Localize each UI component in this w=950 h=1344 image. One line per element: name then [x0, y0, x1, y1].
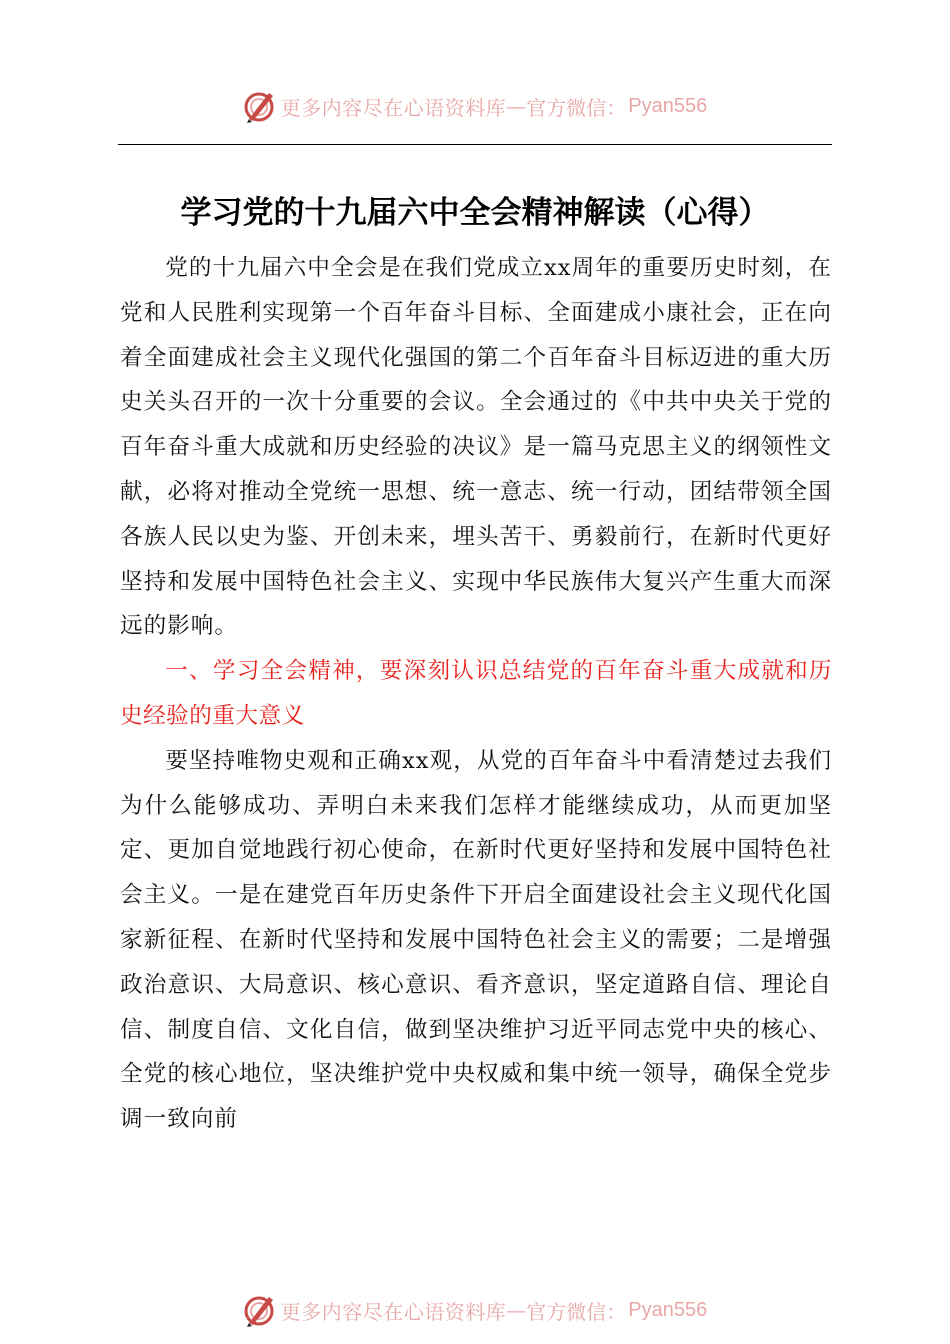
watermark-wechat-label: 官方微信：: [526, 1299, 627, 1324]
watermark-text: 更多内容尽在心语资料库: [280, 95, 507, 120]
section-paragraph: 要坚持唯物史观和正确xx观，从党的百年奋斗中看清楚过去我们为什么能够成功、弄明白未来我们怎样才能继续成功，从而更加坚定、更加自觉地践行初心使命，在新时代更好坚持和发展中国特色社会主义。一是在建党百年历史条件下开启全面建设社会主义现代化国家新征程、在新时代坚持和发展中国特色社会主义的需要；二是增强政治意识、大局意识、核心意识、看齐意识，坚定道路自信、理论自信、制度自信、文化自信，做到坚决维护习近平同志党中央的核心、全党的核心地位，坚决维护党中央权威和集中统一领导，确保全党步调一致向前: [120, 747, 832, 1133]
document-title: 学习党的十九届六中全会精神解读（心得）: [180, 194, 770, 231]
watermark-banner-top: [0, 86, 950, 126]
intro-paragraph: 党的十九届六中全会是在我们党成立xx周年的重要历史时刻，在党和人民胜利实现第一个百年奋斗目标、全面建成小康社会，正在向着全面建成社会主义现代化强国的第二个百年奋斗目标迈进的重大历史关头召开的一次十分重要的会议。全会通过的《中共中央关于党的百年奋斗重大成就和历史经验的决议》是一篇马克思主义的纲领性文献，必将对推动全党统一思想、统一意志、统一行动，团结带领全国各族人民以史为鉴、开创未来，埋头苦干、勇毅前行，在新时代更好坚持和发展中国特色社会主义、实现中华民族伟大复兴产生重大而深远的影响。: [120, 255, 832, 640]
watermark-dash: —: [506, 94, 527, 118]
watermark-text: 更多内容尽在心语资料库: [280, 1299, 507, 1324]
watermark-banner-bottom: [0, 1290, 950, 1330]
header-divider: [118, 144, 832, 145]
document-body: [120, 246, 832, 1142]
pen-logo-icon: [243, 1293, 277, 1327]
watermark-wechat-id: Pyan556: [628, 94, 708, 117]
watermark-dash: —: [506, 1298, 527, 1322]
watermark-wechat-id: Pyan556: [628, 1298, 708, 1321]
pen-logo-icon: [243, 89, 277, 123]
section-heading: 一、学习全会精神，要深刻认识总结党的百年奋斗重大成就和历史经验的重大意义: [120, 658, 832, 729]
watermark-wechat-label: 官方微信：: [526, 95, 627, 120]
